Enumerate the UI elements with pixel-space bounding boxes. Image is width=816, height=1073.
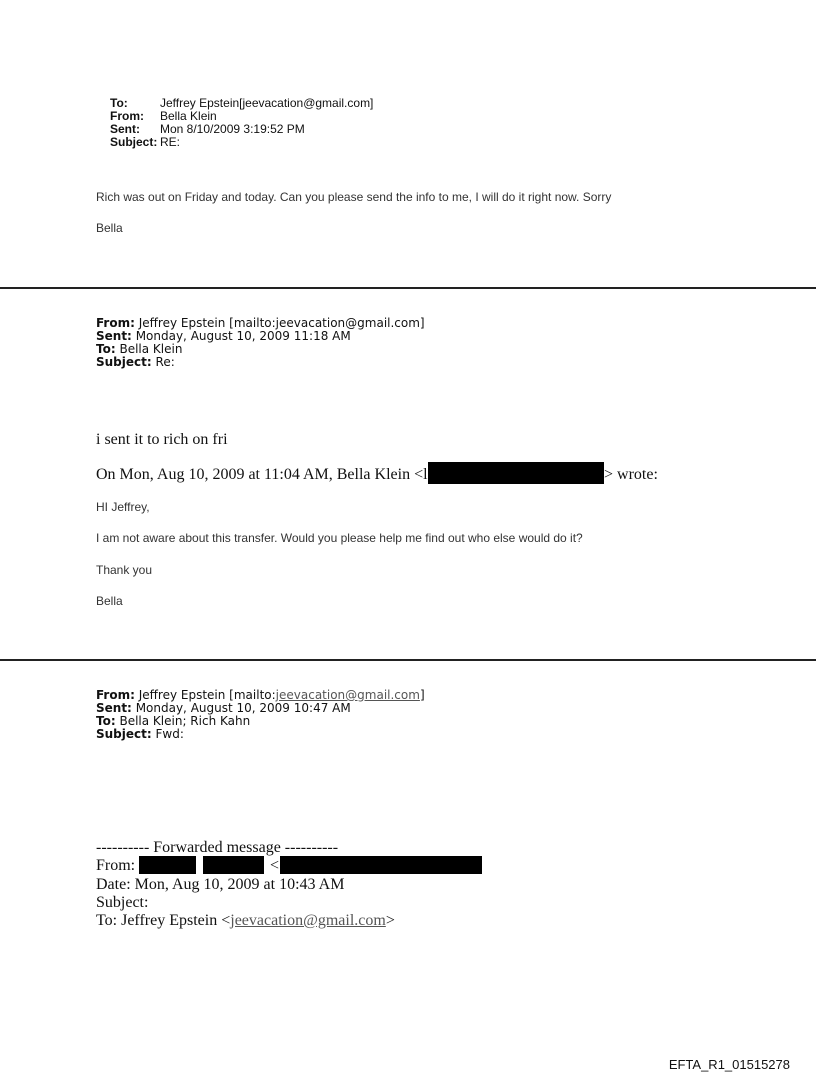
to-value: Bella Klein <box>119 342 183 356</box>
email-link[interactable]: jeevacation@gmail.com <box>230 912 386 929</box>
subject-label: Subject: <box>110 135 158 149</box>
document-id: EFTA_R1_01515278 <box>668 1057 790 1072</box>
from-value: Bella Klein <box>160 109 217 123</box>
forwarded-date: Date: Mon, Aug 10, 2009 at 10:43 AM <box>96 876 345 893</box>
from-value: Jeffrey Epstein [mailto:jeevacation@gmail.com] <box>138 316 425 330</box>
redaction-box <box>428 462 604 484</box>
forwarded-to <box>96 912 395 930</box>
forwarded-lt: < <box>270 857 280 874</box>
email2-reply: i sent it to rich on fri <box>96 431 228 448</box>
sent-label: Sent: <box>96 329 132 343</box>
subject-value: Re: <box>155 355 175 369</box>
subject-value: Fwd: <box>155 727 184 741</box>
email2-body: I am not aware about this transfer. Would you please help me find out who else would do it? <box>96 531 583 545</box>
forwarded-from-line <box>96 857 496 875</box>
email2-signature: Bella <box>96 594 123 608</box>
redaction-box <box>139 856 196 874</box>
email2-greeting: HI Jeffrey, <box>96 500 150 514</box>
subject-label: Subject: <box>96 727 152 741</box>
to-label: To: <box>110 96 128 110</box>
redaction-box <box>280 856 482 874</box>
sent-label: Sent: <box>110 122 140 136</box>
email2-header <box>96 317 425 369</box>
to-value: Jeffrey Epstein[jeevacation@gmail.com] <box>160 96 374 110</box>
quote-intro-end: > wrote: <box>604 466 658 483</box>
sent-value: Monday, August 10, 2009 11:18 AM <box>135 329 351 343</box>
divider <box>0 659 816 661</box>
subject-value: RE: <box>160 135 181 149</box>
from-label: From: <box>110 109 144 123</box>
subject-label: Subject: <box>96 355 152 369</box>
from-label: From: <box>96 688 135 702</box>
sent-label: Sent: <box>96 701 132 715</box>
email1-signature: Bella <box>96 221 123 235</box>
email2-thanks: Thank you <box>96 563 153 577</box>
redaction-box <box>203 856 264 874</box>
to-value: Bella Klein; Rich Kahn <box>119 714 251 728</box>
forwarded-subject: Subject: <box>96 894 149 911</box>
sent-value: Monday, August 10, 2009 10:47 AM <box>135 701 351 715</box>
email1-body: Rich was out on Friday and today. Can you please send the info to me, I will do it right now. Sorry <box>96 190 612 204</box>
from-label: From: <box>96 316 135 330</box>
from-value-start: Jeffrey Epstein [mailto: <box>138 688 276 702</box>
sent-value: Mon 8/10/2009 3:19:52 PM <box>160 122 305 136</box>
email3-header <box>96 689 425 741</box>
forwarded-from-label: From: <box>96 857 136 874</box>
forwarded-banner: ---------- Forwarded message ---------- <box>96 839 339 856</box>
divider <box>0 287 816 289</box>
forwarded-to-end: > <box>385 912 395 929</box>
email1-header <box>110 97 373 149</box>
from-value-end: ] <box>419 688 425 702</box>
email-link[interactable]: jeevacation@gmail.com <box>275 688 420 702</box>
forwarded-to-start: To: Jeffrey Epstein < <box>96 912 231 929</box>
quote-intro-start: On Mon, Aug 10, 2009 at 11:04 AM, Bella Klein <l <box>96 466 428 483</box>
to-label: To: <box>96 342 116 356</box>
email2-quote-intro <box>96 466 716 486</box>
to-label: To: <box>96 714 116 728</box>
